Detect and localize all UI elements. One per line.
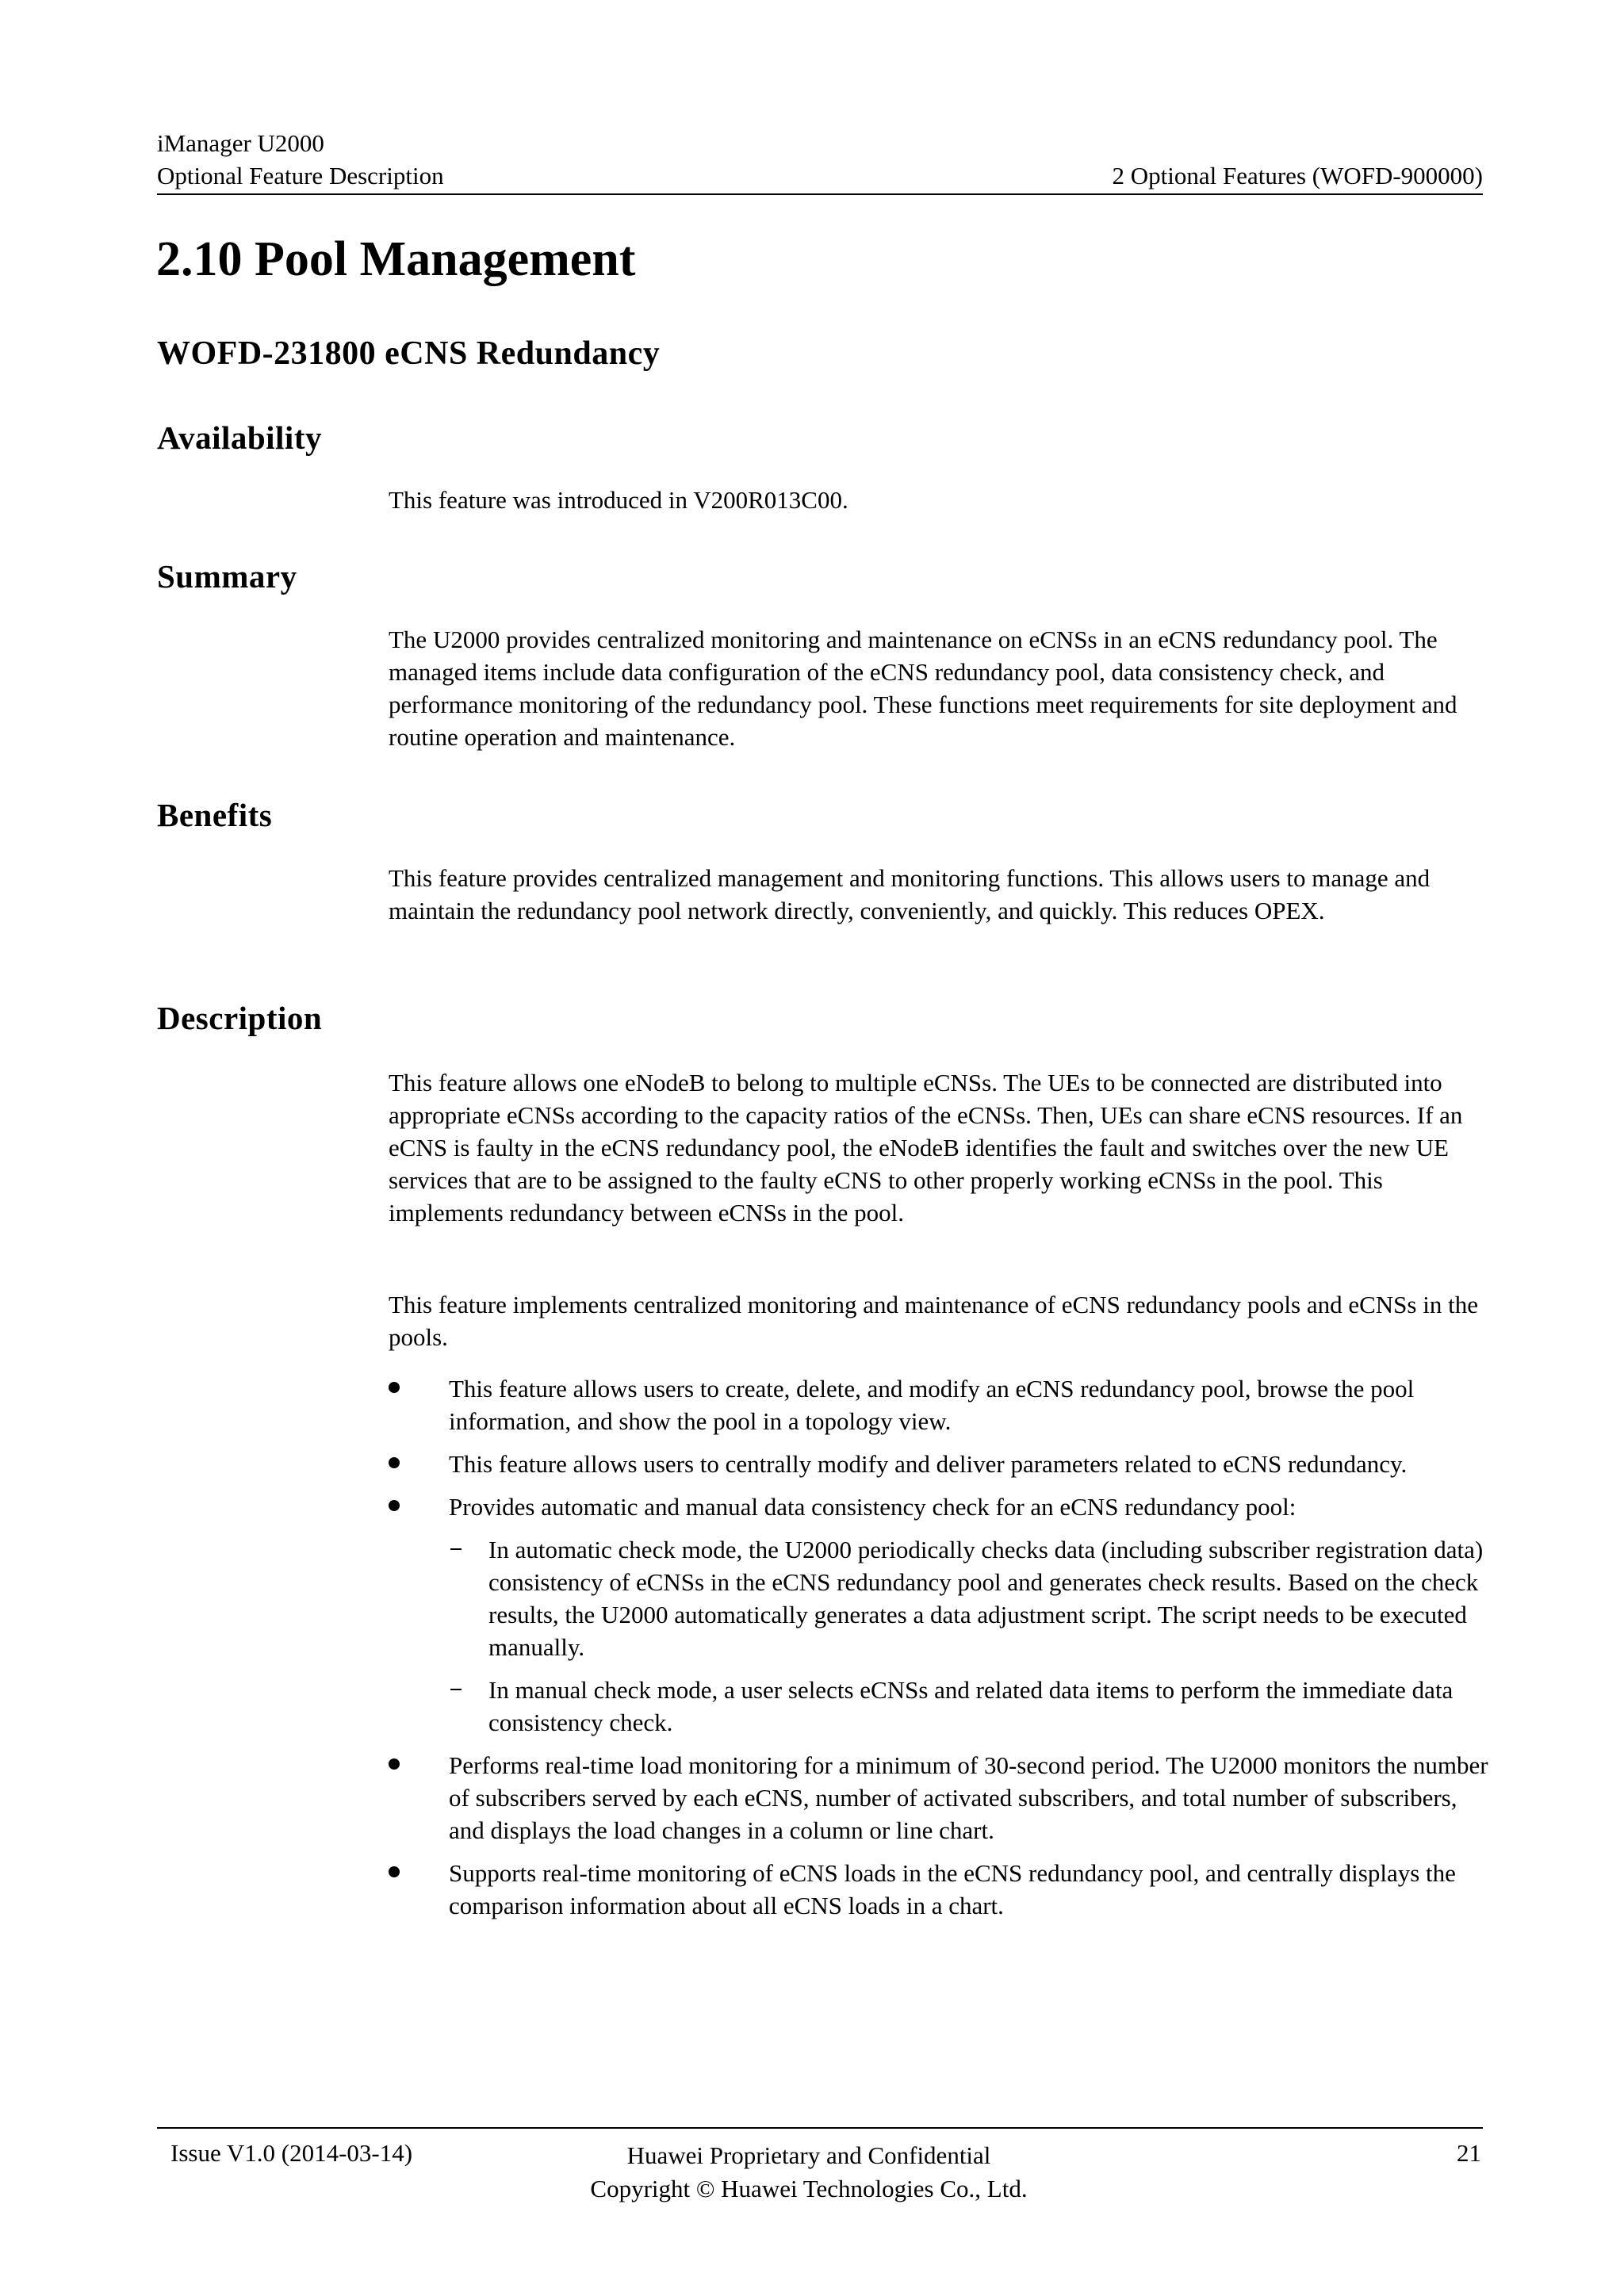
sub-list-item [389,1533,1491,1663]
summary-text: The U2000 provides centralized monitoring and maintenance on eCNSs in an eCNS redundancy pool. The managed items include data configuration of the eCNS redundancy pool, data consistency check, and performance monitoring of the redundancy pool. These functions meet requirements for site deployment and routine operation and maintenance. [389,626,1457,751]
footer-center [492,2139,1126,2206]
section-title: 2.10 Pool Management [156,232,636,286]
availability-heading: Availability [157,419,322,456]
bullet-dot-icon [389,1758,400,1770]
footer-page-number: 21 [1457,2139,1481,2167]
benefits-heading: Benefits [157,797,273,833]
list-item [389,1490,1491,1739]
bullet-dot-icon [389,1866,400,1877]
list-item [389,1749,1491,1846]
dash-icon [450,1689,462,1690]
header-row [157,162,1483,195]
description-para-2: This feature implements centralized monitoring and maintenance of eCNS redundancy pools and eCNSs in the pools. [389,1291,1478,1351]
list-item-text: Performs real-time load monitoring for a minimum of 30-second period. The U2000 monitors the number of subscribers served by each eCNS, number of activated subscribers, and total number of subscribers, and displays the load changes in a column or line chart. [449,1751,1488,1844]
bullet-dot-icon [389,1382,400,1393]
availability-text: This feature was introduced in V200R013C00. [389,486,848,514]
list-item [389,1857,1491,1922]
description-bullet-list [389,1372,1491,1932]
sub-list-item [389,1674,1491,1739]
description-para-1: This feature allows one eNodeB to belong to multiple eCNSs. The UEs to be connected are distributed into appropriate eCNSs according to the capacity ratios of the eCNSs. Then, UEs can share eCNS resources. If an eCNS is faulty in the eCNS redundancy pool, the eNodeB identifies the fault and switches over the new UE services that are to be assigned to the faulty eCNS to other properly working eCNSs in the pool. This implements redundancy between eCNSs in the pool. [389,1069,1463,1226]
description-heading: Description [157,1000,323,1036]
bullet-dot-icon [389,1500,400,1511]
header-doc-title: Optional Feature Description [157,162,444,189]
header-product: iManager U2000 [157,129,324,157]
list-item [389,1448,1491,1480]
header-chapter: 2 Optional Features (WOFD-900000) [1112,162,1483,189]
sub-list-item-text: In automatic check mode, the U2000 periodically checks data (including subscriber registration data) consistency of eCNSs in the eCNS redundancy pool and generates check results. Based on the check results, the U2000 automatically generates a data adjustment script. The script needs to be executed manually. [488,1536,1484,1661]
list-item [389,1372,1491,1437]
feature-title: WOFD-231800 eCNS Redundancy [157,335,661,372]
bullet-dot-icon [389,1457,400,1468]
footer-confidential: Huawei Proprietary and Confidential [626,2141,991,2169]
footer-issue: Issue V1.0 (2014-03-14) [170,2139,413,2167]
summary-heading: Summary [157,558,297,595]
footer-divider [157,2127,1483,2129]
list-item-text: Provides automatic and manual data consistency check for an eCNS redundancy pool: [449,1493,1297,1521]
footer-copyright: Copyright © Huawei Technologies Co., Ltd. [590,2175,1028,2202]
list-item-text: This feature allows users to centrally modify and deliver parameters related to eCNS redundancy. [449,1450,1408,1478]
list-item-text: Supports real-time monitoring of eCNS loads in the eCNS redundancy pool, and centrally displays the comparison information about all eCNS loads in a chart. [449,1859,1456,1919]
sub-list-item-text: In manual check mode, a user selects eCNSs and related data items to perform the immediate data consistency check. [488,1676,1454,1736]
benefits-text: This feature provides centralized management and monitoring functions. This allows users to manage and maintain the redundancy pool network directly, conveniently, and quickly. This reduces OPEX. [389,864,1431,924]
list-item-text: This feature allows users to create, delete, and modify an eCNS redundancy pool, browse the pool information, and show the pool in a topology view. [449,1375,1415,1435]
dash-icon [450,1548,462,1550]
